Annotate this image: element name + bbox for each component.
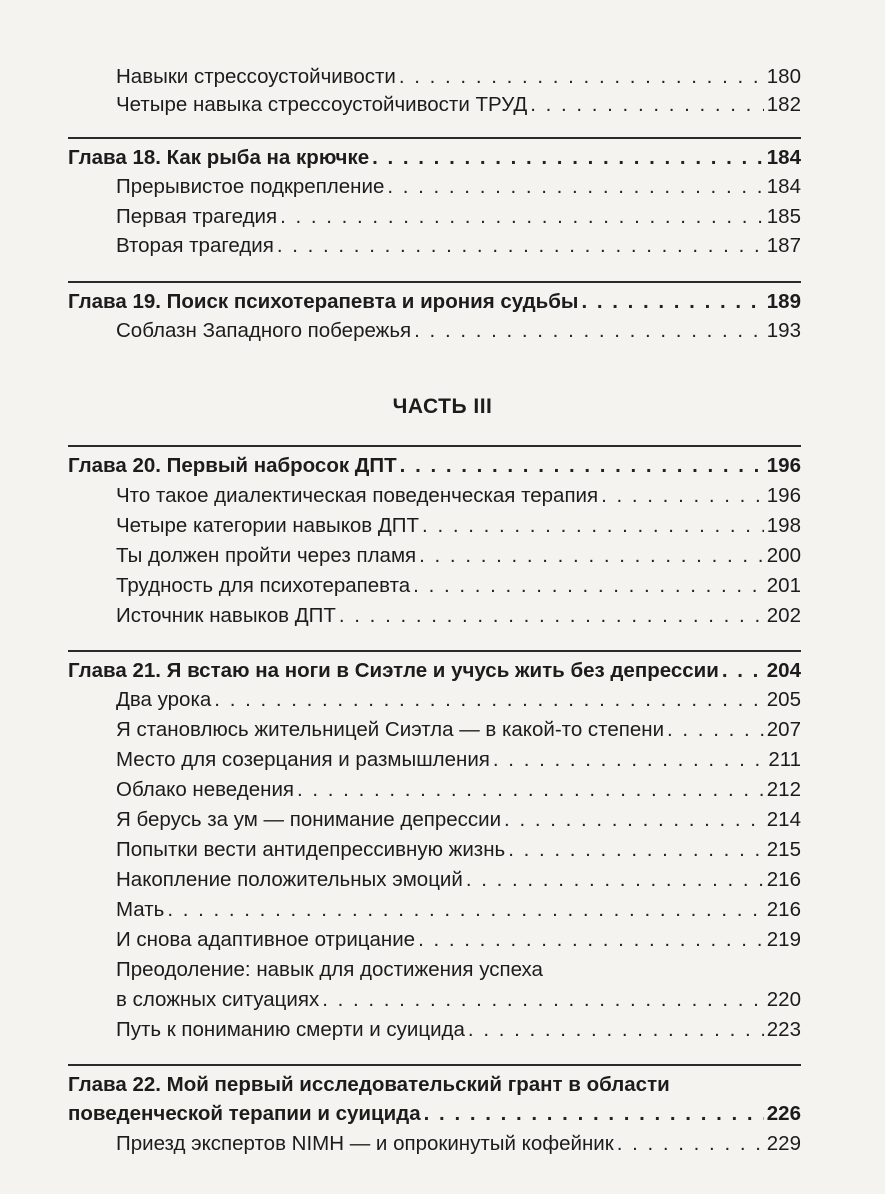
entry-page: 207 <box>766 718 801 741</box>
chapter-divider <box>68 137 801 139</box>
chapter-divider <box>68 1064 801 1066</box>
entry-title-line: Преодоление: навык для достижения успеха <box>116 958 543 981</box>
entry-title: Четыре навыка стрессоустойчивости ТРУД <box>116 93 528 116</box>
entry-page: 187 <box>766 234 801 257</box>
toc-entry <box>116 231 801 261</box>
toc-entry <box>116 316 801 346</box>
entry-title: Приезд экспертов NIMH — и опрокинутый кофейник <box>116 1132 614 1155</box>
chapter-divider <box>68 650 801 652</box>
entry-page: 214 <box>766 808 801 831</box>
chapter-title: Глава 20. Первый набросок ДПТ <box>68 454 397 477</box>
entry-page: 184 <box>766 175 801 198</box>
toc-entry <box>116 985 801 1015</box>
entry-title: Место для созерцания и размышления <box>116 748 490 771</box>
chapter-title-line: Глава 22. Мой первый исследовательский грант в области <box>68 1073 670 1096</box>
entry-title: Накопление положительных эмоций <box>116 868 463 891</box>
entry-page: 202 <box>766 604 801 627</box>
entry-page: 211 <box>768 748 801 771</box>
toc-entry <box>116 571 801 601</box>
chapter-entry <box>68 1099 801 1129</box>
chapter-title: Глава 19. Поиск психотерапевта и ирония судьбы <box>68 290 579 313</box>
entry-title: Соблазн Западного побережья <box>116 319 412 342</box>
chapter-page: 226 <box>766 1102 801 1125</box>
chapter-divider <box>68 281 801 283</box>
entry-page: 200 <box>766 544 801 567</box>
entry-page: 216 <box>766 868 801 891</box>
toc-entry <box>116 835 801 865</box>
entry-page: 220 <box>766 988 801 1011</box>
toc-entry <box>116 865 801 895</box>
entry-title: Источник навыков ДПТ <box>116 604 336 627</box>
chapter-title: поведенческой терапии и суицида <box>68 1102 421 1125</box>
entry-page: 182 <box>766 93 801 116</box>
chapter-divider <box>68 445 801 447</box>
entry-page: 223 <box>766 1018 801 1041</box>
entry-title: Мать <box>116 898 165 921</box>
entry-title: И снова адаптивное отрицание <box>116 928 416 951</box>
chapter-page: 204 <box>766 659 801 682</box>
toc-entry <box>116 202 801 232</box>
toc-entry <box>116 481 801 511</box>
entry-title: Навыки стрессоустойчивости <box>116 65 396 88</box>
entry-title: Облако неведения <box>116 778 294 801</box>
entry-title: Я берусь за ум — понимание депрессии <box>116 808 502 831</box>
chapter-entry <box>68 287 801 317</box>
toc-entry <box>116 1129 801 1159</box>
chapter-title: Глава 21. Я встаю на ноги в Сиэтле и учусь жить без депрессии <box>68 659 719 682</box>
toc-entry <box>116 601 801 631</box>
entry-page: 196 <box>766 484 801 507</box>
toc-entry <box>116 1015 801 1045</box>
entry-page: 193 <box>766 319 801 342</box>
entry-title: Что такое диалектическая поведенческая терапия <box>116 484 599 507</box>
entry-page: 219 <box>766 928 801 951</box>
entry-title: Два урока <box>116 688 212 711</box>
entry-title: Четыре категории навыков ДПТ <box>116 514 420 537</box>
entry-page: 198 <box>766 514 801 537</box>
toc-entry <box>116 62 801 92</box>
entry-page: 229 <box>766 1132 801 1155</box>
toc-entry <box>116 745 801 775</box>
entry-title: Путь к пониманию смерти и суицида <box>116 1018 465 1041</box>
toc-entry <box>116 775 801 805</box>
part-heading: ЧАСТЬ III <box>392 395 493 418</box>
toc-entry <box>116 715 801 745</box>
chapter-page: 196 <box>766 454 801 477</box>
entry-title: Первая трагедия <box>116 205 278 228</box>
chapter-page: 189 <box>766 290 801 313</box>
entry-title: Ты должен пройти через пламя <box>116 544 417 567</box>
entry-title: Трудность для психотерапевта <box>116 574 411 597</box>
entry-page: 185 <box>766 205 801 228</box>
toc-entry <box>116 541 801 571</box>
entry-title: Попытки вести антидепрессивную жизнь <box>116 838 506 861</box>
entry-title: в сложных ситуациях <box>116 988 320 1011</box>
entry-page: 212 <box>766 778 801 801</box>
chapter-entry <box>68 143 801 173</box>
toc-entry <box>116 685 801 715</box>
toc-entry <box>116 895 801 925</box>
entry-title: Вторая трагедия <box>116 234 274 257</box>
toc-entry <box>116 805 801 835</box>
entry-page: 180 <box>766 65 801 88</box>
entry-page: 201 <box>766 574 801 597</box>
entry-page: 205 <box>766 688 801 711</box>
chapter-title: Глава 18. Как рыба на крючке <box>68 146 370 169</box>
entry-page: 216 <box>766 898 801 921</box>
entry-title: Я становлюсь жительницей Сиэтла — в какой-то степени <box>116 718 665 741</box>
toc-entry <box>116 90 801 120</box>
toc-entry <box>116 172 801 202</box>
chapter-entry <box>68 656 801 686</box>
entry-title: Прерывистое подкрепление <box>116 175 385 198</box>
chapter-page: 184 <box>766 146 801 169</box>
chapter-entry <box>68 451 801 481</box>
toc-entry <box>116 925 801 955</box>
entry-page: 215 <box>766 838 801 861</box>
toc-entry <box>116 511 801 541</box>
